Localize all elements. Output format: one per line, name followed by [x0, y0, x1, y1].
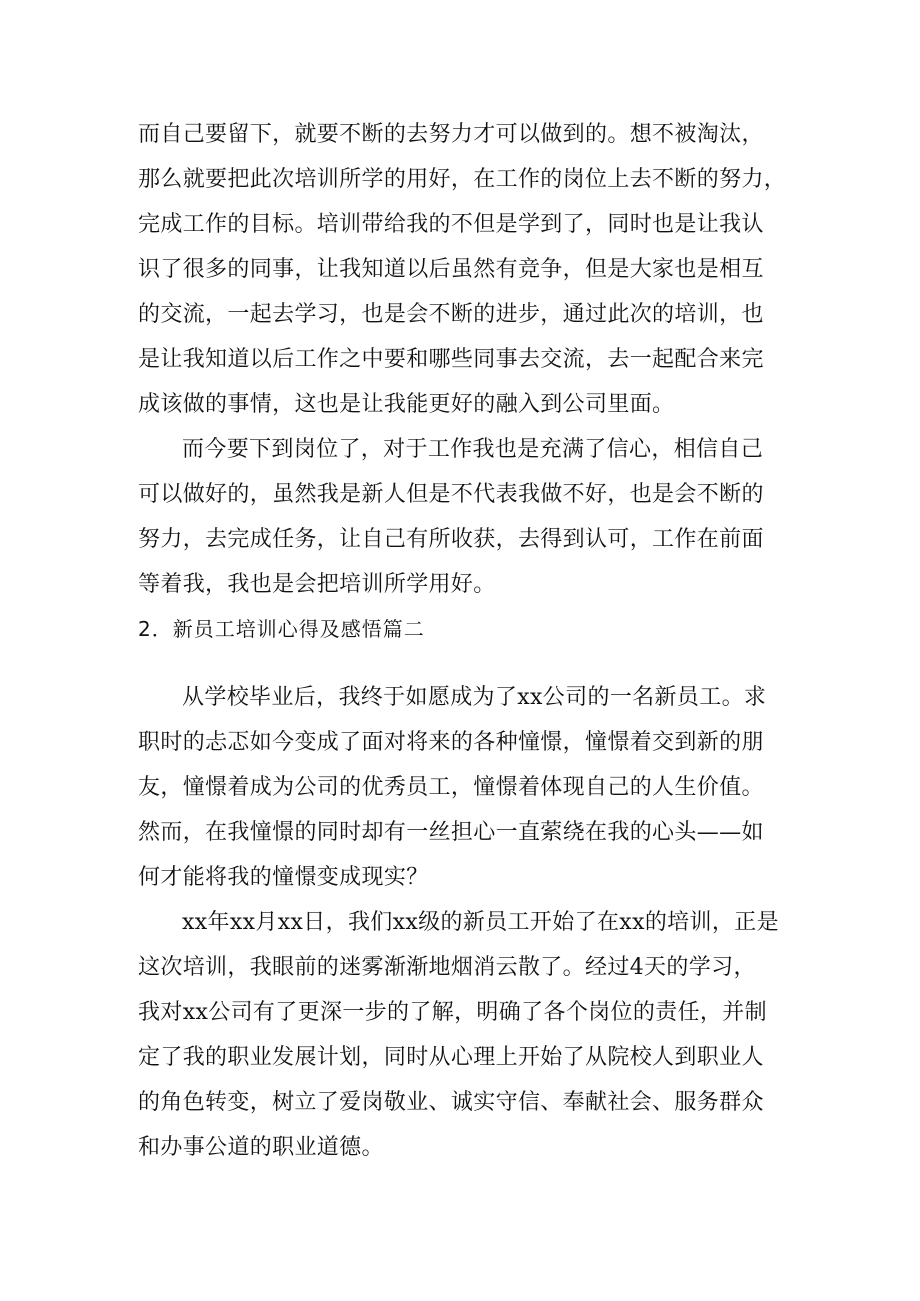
text-line: 定了我的职业发展计划，同时从心理上开始了从院校人到职业人 [138, 1045, 764, 1070]
text-line: 这次培训，我眼前的迷雾渐渐地烟消云散了。经过4天的学习， [138, 955, 756, 980]
text-line: 完成工作的目标。培训带给我的不但是学到了，同时也是让我认 [138, 212, 764, 237]
text-line: 可以做好的，虽然我是新人但是不代表我做不好，也是会不断的 [138, 482, 764, 507]
text-line: 识了很多的同事，让我知道以后虽然有竞争，但是大家也是相互 [138, 257, 764, 282]
text-line: xx年xx月xx日，我们xx级的新员工开始了在xx的培训，正是 [182, 910, 779, 935]
text-line: 而今要下到岗位了，对于工作我也是充满了信心，相信自己 [182, 437, 764, 462]
text-line: 和办事公道的职业道德。 [138, 1135, 384, 1160]
text-line: 职时的忐忑如今变成了面对将来的各种憧憬，憧憬着交到新的朋 [138, 730, 764, 755]
text-line: 而自己要留下，就要不断的去努力才可以做到的。想不被淘汰， [138, 122, 764, 147]
text-line: 友，憧憬着成为公司的优秀员工，憧憬着体现自己的人生价值。 [138, 775, 764, 800]
text-line: 那么就要把此次培训所学的用好，在工作的岗位上去不断的努力， [138, 167, 787, 192]
text-line: 我对xx公司有了更深一步的了解，明确了各个岗位的责任，并制 [138, 1000, 767, 1025]
text-line: 然而，在我憧憬的同时却有一丝担心一直萦绕在我的心头——如 [138, 820, 764, 845]
text-line: 成该做的事情，这也是让我能更好的融入到公司里面。 [138, 392, 675, 417]
text-line: 的交流，一起去学习，也是会不断的进步，通过此次的培训，也 [138, 302, 764, 327]
document-body [138, 112, 788, 1170]
paragraph [138, 675, 788, 900]
paragraph [138, 427, 788, 607]
text-line: 的角色转变，树立了爱岗敬业、诚实守信、奉献社会、服务群众 [138, 1090, 764, 1115]
text-line: 是让我知道以后工作之中要和哪些同事去交流，去一起配合来完 [138, 347, 764, 372]
text-line: 努力，去完成任务，让自己有所收获，去得到认可，工作在前面 [138, 527, 764, 552]
section-heading: 2．新员工培训心得及感悟篇二 [138, 617, 425, 641]
paragraph-continued [138, 112, 788, 427]
paragraph [138, 900, 788, 1170]
text-line: 等着我，我也是会把培训所学用好。 [138, 572, 496, 597]
text-line: 从学校毕业后，我终于如愿成为了xx公司的一名新员工。求 [182, 685, 767, 710]
text-line: 何才能将我的憧憬变成现实？ [138, 865, 429, 890]
